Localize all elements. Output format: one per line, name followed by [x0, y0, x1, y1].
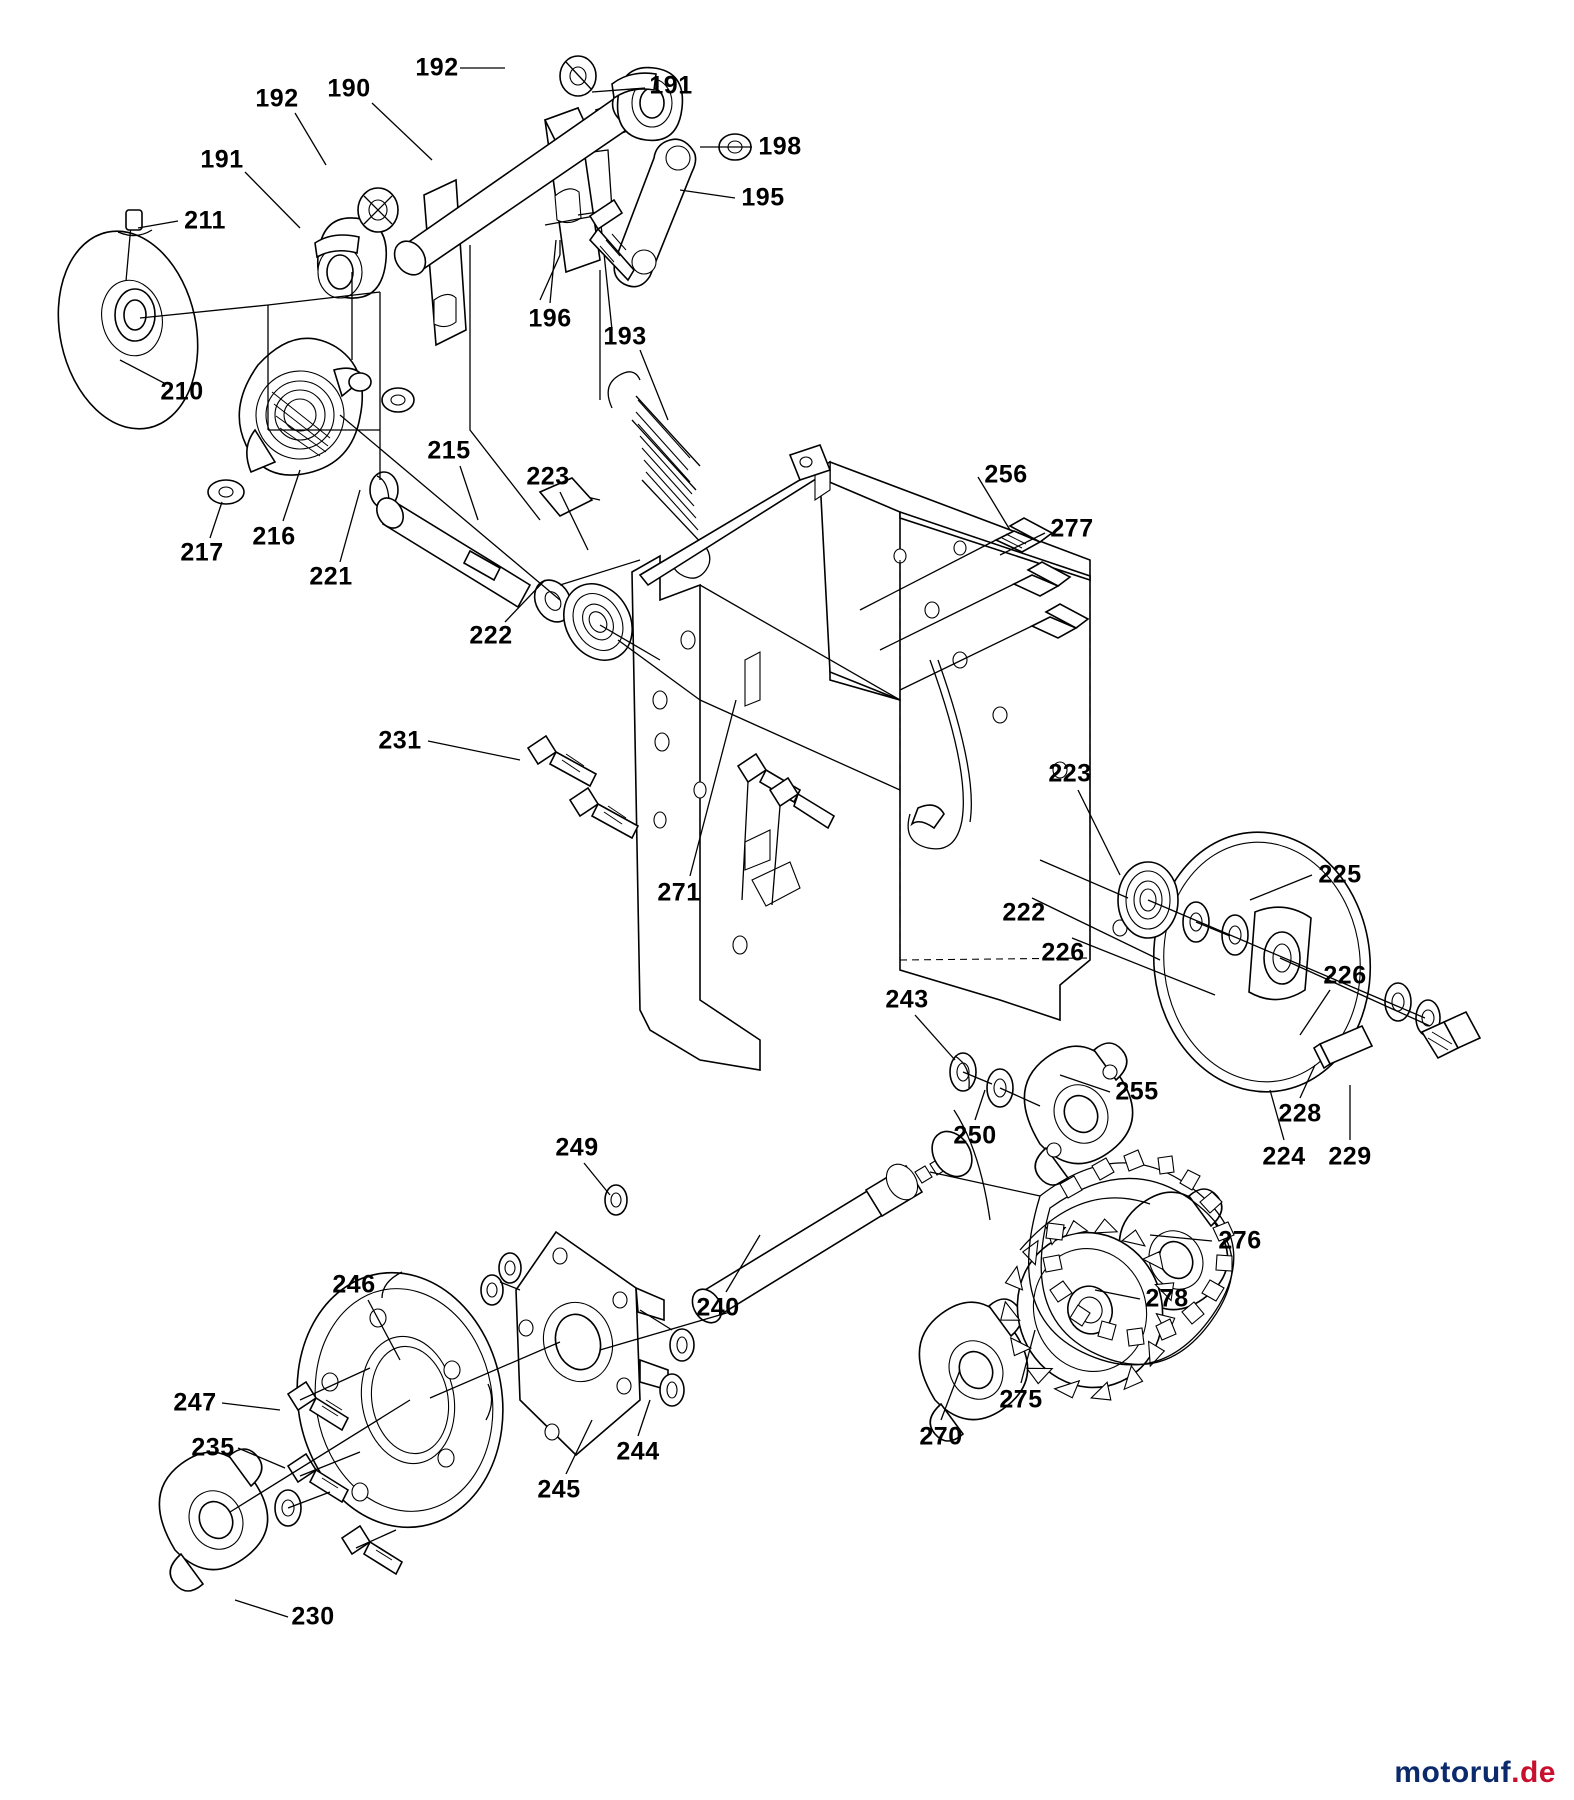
callout-label-225: 225 — [1318, 860, 1362, 889]
callout-label-223: 223 — [1048, 759, 1092, 788]
callout-label-229: 229 — [1328, 1142, 1372, 1171]
callout-label-223: 223 — [526, 462, 570, 491]
leader-line — [245, 172, 300, 228]
callout-label-192: 192 — [255, 84, 299, 113]
part-group-192a-clip — [560, 56, 596, 96]
callout-label-215: 215 — [427, 436, 471, 465]
leader-line — [915, 1015, 955, 1060]
callout-label-191: 191 — [649, 71, 693, 100]
part-group-244-washers — [660, 1329, 694, 1406]
callout-label-249: 249 — [555, 1133, 599, 1162]
leader-line — [138, 221, 178, 228]
leader-line — [550, 240, 556, 303]
callout-label-250: 250 — [953, 1121, 997, 1150]
leader-line — [640, 350, 668, 420]
callout-label-243: 243 — [885, 985, 929, 1014]
leader-line — [235, 1600, 288, 1617]
callout-label-222: 222 — [469, 621, 513, 650]
leader-line — [372, 103, 432, 160]
part-group-223a-bearing — [550, 571, 645, 672]
callout-label-226: 226 — [1323, 961, 1367, 990]
callout-label-276: 276 — [1218, 1226, 1262, 1255]
callout-label-270: 270 — [919, 1422, 963, 1451]
callout-label-193: 193 — [603, 322, 647, 351]
callout-label-192: 192 — [415, 53, 459, 82]
leader-line — [428, 741, 520, 760]
watermark-tld: de — [1519, 1756, 1556, 1789]
leader-line — [584, 1163, 610, 1195]
callout-label-230: 230 — [291, 1602, 335, 1631]
part-group-217-washer — [208, 480, 244, 504]
callout-label-255: 255 — [1115, 1077, 1159, 1106]
callout-label-246: 246 — [332, 1270, 376, 1299]
callout-label-231: 231 — [378, 726, 422, 755]
callout-label-224: 224 — [1262, 1142, 1306, 1171]
part-group-215-shaft — [371, 493, 530, 607]
callout-label-235: 235 — [191, 1433, 235, 1462]
callout-label-247: 247 — [173, 1388, 217, 1417]
watermark-main: motoruf — [1394, 1756, 1512, 1789]
callout-label-256: 256 — [984, 460, 1028, 489]
leader-line — [222, 1403, 280, 1410]
leader-line — [680, 190, 735, 198]
leader-line — [295, 113, 326, 165]
part-group-230-flange-bearing — [159, 1449, 267, 1591]
callout-label-191: 191 — [200, 145, 244, 174]
leader-line — [340, 490, 360, 562]
part-group-216-housing — [239, 338, 371, 475]
callout-label-221: 221 — [309, 562, 353, 591]
callout-label-198: 198 — [758, 132, 802, 161]
leader-line — [638, 1400, 650, 1436]
callout-label-277: 277 — [1050, 514, 1094, 543]
callout-label-240: 240 — [696, 1293, 740, 1322]
callout-label-210: 210 — [160, 377, 204, 406]
callout-label-245: 245 — [537, 1475, 581, 1504]
watermark — [1394, 1756, 1556, 1790]
callout-label-275: 275 — [999, 1385, 1043, 1414]
callout-label-217: 217 — [180, 538, 224, 567]
callout-label-195: 195 — [741, 183, 785, 212]
callout-label-226: 226 — [1041, 938, 1085, 967]
callout-label-211: 211 — [184, 206, 226, 235]
part-group-231-bolts — [528, 736, 638, 838]
leader-line — [460, 466, 478, 520]
callout-label-222: 222 — [1002, 898, 1046, 927]
callout-label-244: 244 — [616, 1437, 660, 1466]
callout-label-196: 196 — [528, 304, 572, 333]
watermark-dot: . — [1511, 1756, 1520, 1789]
leader-line — [283, 470, 300, 521]
part-group-245-plate — [516, 1232, 668, 1455]
callout-label-228: 228 — [1278, 1099, 1322, 1128]
callout-label-271: 271 — [657, 878, 701, 907]
callout-label-278: 278 — [1145, 1284, 1189, 1313]
callout-label-190: 190 — [327, 74, 371, 103]
leader-line — [210, 502, 222, 538]
callout-label-216: 216 — [252, 522, 296, 551]
part-group-210-pulley — [41, 210, 216, 442]
leader-line — [975, 1090, 985, 1120]
part-group-192b-clip — [358, 188, 398, 232]
